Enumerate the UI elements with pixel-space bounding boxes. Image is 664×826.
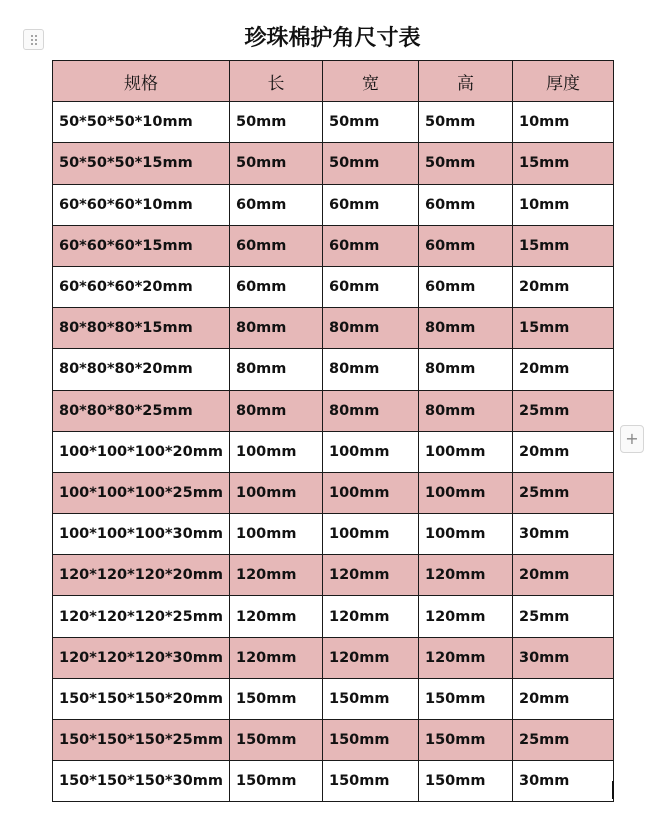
cell-length[interactable]: 150mm xyxy=(230,761,323,802)
document-title: 珍珠棉护角尺寸表 xyxy=(244,25,421,51)
cell-height[interactable]: 150mm xyxy=(419,720,513,761)
cell-spec[interactable]: 150*150*150*20mm xyxy=(53,678,230,719)
cell-width[interactable]: 80mm xyxy=(323,349,419,390)
cell-spec[interactable]: 100*100*100*20mm xyxy=(53,431,230,472)
cell-height[interactable]: 120mm xyxy=(419,596,513,637)
cell-height[interactable]: 100mm xyxy=(419,514,513,555)
cell-height[interactable]: 60mm xyxy=(419,266,513,307)
cell-thickness[interactable]: 25mm xyxy=(513,596,614,637)
cell-thickness[interactable]: 15mm xyxy=(513,143,614,184)
grip-dots-icon xyxy=(31,35,37,45)
cell-thickness[interactable]: 25mm xyxy=(513,390,614,431)
cell-spec[interactable]: 50*50*50*15mm xyxy=(53,143,230,184)
cell-height[interactable]: 60mm xyxy=(419,225,513,266)
cell-height[interactable]: 50mm xyxy=(419,102,513,143)
cell-spec[interactable]: 60*60*60*10mm xyxy=(53,184,230,225)
cell-length[interactable]: 120mm xyxy=(230,596,323,637)
cell-thickness[interactable]: 20mm xyxy=(513,678,614,719)
header-length: 长 xyxy=(230,61,323,102)
cell-length[interactable]: 50mm xyxy=(230,102,323,143)
cell-length[interactable]: 100mm xyxy=(230,472,323,513)
cell-length[interactable]: 80mm xyxy=(230,308,323,349)
cell-thickness[interactable]: 30mm xyxy=(513,514,614,555)
table-header-row xyxy=(53,61,614,102)
cell-spec[interactable]: 80*80*80*15mm xyxy=(53,308,230,349)
table-row xyxy=(53,678,614,719)
table-row xyxy=(53,308,614,349)
cell-height[interactable]: 120mm xyxy=(419,637,513,678)
header-width: 宽 xyxy=(323,61,419,102)
cell-width[interactable]: 60mm xyxy=(323,184,419,225)
cell-height[interactable]: 150mm xyxy=(419,761,513,802)
table-row xyxy=(53,761,614,802)
cell-height[interactable]: 50mm xyxy=(419,143,513,184)
cell-thickness[interactable]: 30mm xyxy=(513,761,614,802)
cell-length[interactable]: 80mm xyxy=(230,390,323,431)
cell-width[interactable]: 50mm xyxy=(323,102,419,143)
cell-height[interactable]: 80mm xyxy=(419,349,513,390)
cell-height[interactable]: 150mm xyxy=(419,678,513,719)
cell-spec[interactable]: 100*100*100*30mm xyxy=(53,514,230,555)
cell-height[interactable]: 80mm xyxy=(419,308,513,349)
table-row xyxy=(53,720,614,761)
cell-thickness[interactable]: 15mm xyxy=(513,225,614,266)
cell-length[interactable]: 120mm xyxy=(230,555,323,596)
cell-spec[interactable]: 50*50*50*10mm xyxy=(53,102,230,143)
text-cursor xyxy=(612,781,614,799)
cell-height[interactable]: 60mm xyxy=(419,184,513,225)
header-height: 高 xyxy=(419,61,513,102)
cell-thickness[interactable]: 30mm xyxy=(513,637,614,678)
cell-thickness[interactable]: 25mm xyxy=(513,472,614,513)
table-body xyxy=(53,102,614,802)
table-row xyxy=(53,637,614,678)
table-row xyxy=(53,143,614,184)
cell-length[interactable]: 60mm xyxy=(230,184,323,225)
cell-width[interactable]: 100mm xyxy=(323,514,419,555)
cell-thickness[interactable]: 20mm xyxy=(513,266,614,307)
cell-length[interactable]: 50mm xyxy=(230,143,323,184)
cell-width[interactable]: 150mm xyxy=(323,720,419,761)
cell-thickness[interactable]: 20mm xyxy=(513,349,614,390)
table-row xyxy=(53,102,614,143)
cell-spec[interactable]: 120*120*120*25mm xyxy=(53,596,230,637)
cell-spec[interactable]: 150*150*150*25mm xyxy=(53,720,230,761)
cell-spec[interactable]: 150*150*150*30mm xyxy=(53,761,230,802)
size-table xyxy=(52,60,614,802)
table-row xyxy=(53,472,614,513)
cell-spec[interactable]: 60*60*60*15mm xyxy=(53,225,230,266)
table-row xyxy=(53,431,614,472)
cell-width[interactable]: 150mm xyxy=(323,761,419,802)
cell-length[interactable]: 60mm xyxy=(230,225,323,266)
cell-width[interactable]: 100mm xyxy=(323,431,419,472)
cell-spec[interactable]: 80*80*80*25mm xyxy=(53,390,230,431)
cell-width[interactable]: 80mm xyxy=(323,308,419,349)
cell-length[interactable]: 150mm xyxy=(230,720,323,761)
cell-spec[interactable]: 100*100*100*25mm xyxy=(53,472,230,513)
cell-spec[interactable]: 80*80*80*20mm xyxy=(53,349,230,390)
cell-width[interactable]: 150mm xyxy=(323,678,419,719)
table-row xyxy=(53,514,614,555)
cell-length[interactable]: 100mm xyxy=(230,514,323,555)
table-row xyxy=(53,555,614,596)
table-row xyxy=(53,266,614,307)
plus-icon: + xyxy=(625,429,639,448)
cell-width[interactable]: 60mm xyxy=(323,225,419,266)
header-thickness: 厚度 xyxy=(513,61,614,102)
cell-width[interactable]: 100mm xyxy=(323,472,419,513)
cell-width[interactable]: 120mm xyxy=(323,555,419,596)
cell-thickness[interactable]: 15mm xyxy=(513,308,614,349)
cell-height[interactable]: 100mm xyxy=(419,472,513,513)
cell-spec[interactable]: 120*120*120*20mm xyxy=(53,555,230,596)
add-row-button[interactable] xyxy=(620,425,644,453)
cell-height[interactable]: 80mm xyxy=(419,390,513,431)
cell-thickness[interactable]: 20mm xyxy=(513,555,614,596)
table-drag-handle[interactable] xyxy=(23,29,44,50)
table-row xyxy=(53,349,614,390)
cell-height[interactable]: 120mm xyxy=(419,555,513,596)
table-row xyxy=(53,596,614,637)
cell-thickness[interactable]: 10mm xyxy=(513,184,614,225)
cell-width[interactable]: 50mm xyxy=(323,143,419,184)
cell-length[interactable]: 60mm xyxy=(230,266,323,307)
table-row xyxy=(53,225,614,266)
cell-thickness[interactable]: 10mm xyxy=(513,102,614,143)
cell-width[interactable]: 120mm xyxy=(323,637,419,678)
cell-length[interactable]: 80mm xyxy=(230,349,323,390)
cell-width[interactable]: 60mm xyxy=(323,266,419,307)
cell-spec[interactable]: 60*60*60*20mm xyxy=(53,266,230,307)
cell-thickness[interactable]: 20mm xyxy=(513,431,614,472)
header-spec: 规格 xyxy=(53,61,230,102)
table-row xyxy=(53,390,614,431)
cell-width[interactable]: 120mm xyxy=(323,596,419,637)
cell-length[interactable]: 100mm xyxy=(230,431,323,472)
cell-thickness[interactable]: 25mm xyxy=(513,720,614,761)
cell-spec[interactable]: 120*120*120*30mm xyxy=(53,637,230,678)
cell-height[interactable]: 100mm xyxy=(419,431,513,472)
table-row xyxy=(53,184,614,225)
cell-length[interactable]: 150mm xyxy=(230,678,323,719)
cell-width[interactable]: 80mm xyxy=(323,390,419,431)
cell-length[interactable]: 120mm xyxy=(230,637,323,678)
